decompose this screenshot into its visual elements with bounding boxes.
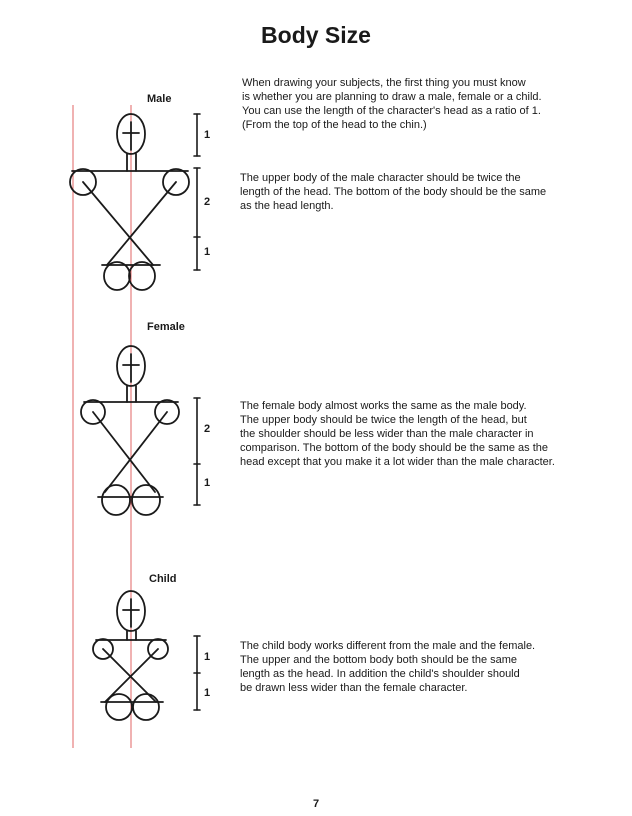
child-ratio-marks [194,636,200,710]
child-hip-right [133,694,159,720]
female-ratio-upper: 2 [204,423,211,435]
male-paragraph: The upper body of the male character should be twice the length of the head. The bottom of the body should be the same as the head length. [240,172,547,212]
male-hip-right [129,262,155,290]
child-paragraph: The child body works different from the male and the female. The upper and the bottom body both should be the same length as the head. In addition the child's shoulder should be drawn less wider than the female character. [240,640,536,694]
page-title: Body Size [261,22,371,48]
female-ratio-lower: 1 [204,477,211,489]
female-hip-left [102,485,130,515]
male-ratio-lower: 1 [204,246,211,258]
male-ratio-marks [194,114,200,270]
male-stick-figure [70,114,189,290]
female-ratio-marks [194,398,200,505]
female-paragraph: The female body almost works the same as the male body. The upper body should be twice the length of the head, but the shoulder should be less wider than the male character in comparison. The bottom of the body should be the same as the head except that you make it a lot wider than the male character. [240,400,555,468]
male-ratio-upper: 2 [204,196,211,208]
male-ratio-head: 1 [204,129,211,141]
male-label: Male [147,93,172,105]
child-ratio-upper: 1 [204,651,211,663]
page-number: 7 [312,798,320,810]
intro-paragraph: When drawing your subjects, the first thing you must know is whether you are planning to draw a male, female or a child. You can use the length of the character's head as a ratio of 1. (From the top of the head to the chin.) [242,77,542,131]
child-label: Child [149,573,177,585]
child-hip-left [106,694,132,720]
male-hip-left [104,262,130,290]
child-ratio-lower: 1 [204,687,211,699]
female-label: Female [147,321,185,333]
female-stick-figure [81,346,179,515]
female-hip-right [132,485,160,515]
